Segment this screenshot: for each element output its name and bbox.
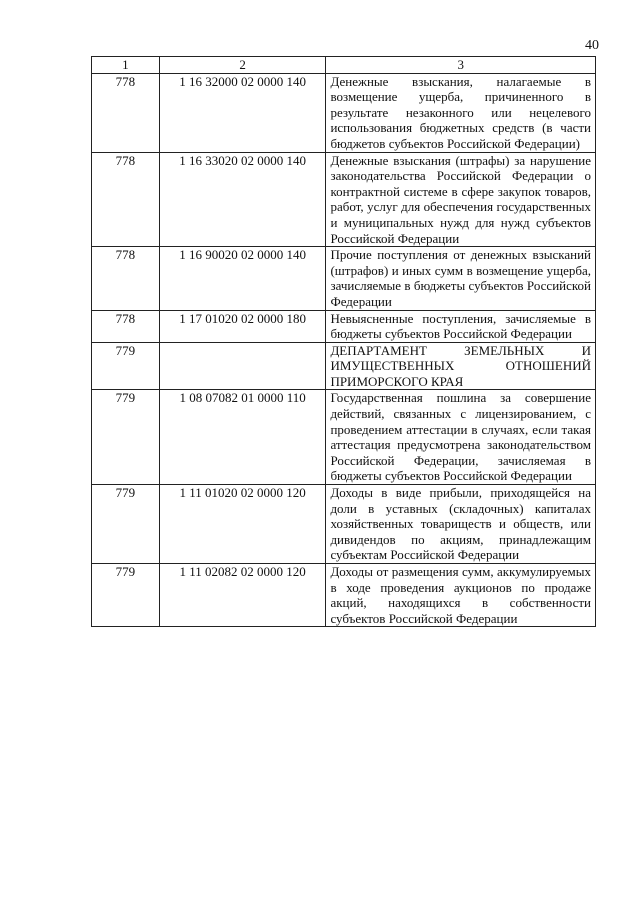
admin-code-cell: 779 — [92, 564, 160, 627]
revenue-codes-table — [91, 56, 596, 627]
revenue-code-cell: 1 16 33020 02 0000 140 — [159, 152, 326, 247]
table-row — [92, 564, 596, 627]
revenue-name-cell: Прочие поступления от денежных взысканий (штрафов) и иных сумм в возмещение ущерба, зачисляемые в бюджеты субъектов Российской Федерации — [326, 247, 596, 310]
revenue-code-cell: 1 16 32000 02 0000 140 — [159, 73, 326, 152]
table-row — [92, 342, 596, 390]
revenue-code-cell: 1 17 01020 02 0000 180 — [159, 310, 326, 342]
revenue-code-cell: 1 16 90020 02 0000 140 — [159, 247, 326, 310]
header-cell-col3: 3 — [326, 57, 596, 74]
revenue-name-cell: Доходы от размещения сумм, аккумулируемых в ходе проведения аукционов по продаже акций, находящихся в собственности субъектов Российской Федерации — [326, 564, 596, 627]
revenue-name-cell: Денежные взыскания (штрафы) за нарушение законодательства Российской Федерации о контрактной системе в сфере закупок товаров, работ, услуг для обеспечения государственных и муниципальных нужд для нужд субъектов Российской Федерации — [326, 152, 596, 247]
revenue-code-cell — [159, 342, 326, 390]
table-row — [92, 390, 596, 485]
admin-code-cell: 778 — [92, 152, 160, 247]
header-cell-col2: 2 — [159, 57, 326, 74]
revenue-name-cell: Денежные взыскания, налагаемые в возмещение ущерба, причиненного в результате незаконного или нецелевого использования бюджетных средств (в части бюджетов субъектов Российской Федерации) — [326, 73, 596, 152]
admin-code-cell: 779 — [92, 342, 160, 390]
revenue-code-cell: 1 11 02082 02 0000 120 — [159, 564, 326, 627]
table-row — [92, 152, 596, 247]
table-row — [92, 247, 596, 310]
page-number: 40 — [585, 38, 599, 53]
admin-code-cell: 778 — [92, 247, 160, 310]
revenue-name-cell: Государственная пошлина за совершение действий, связанных с лицензированием, с проведением аттестации в случаях, если такая аттестация предусмотрена законодательством Российской Федерации, зачисляемая в бюджеты субъектов Российской Федерации — [326, 390, 596, 485]
table-row — [92, 310, 596, 342]
table-header-row — [92, 57, 596, 74]
table-row — [92, 73, 596, 152]
admin-code-cell: 778 — [92, 310, 160, 342]
revenue-name-cell: Доходы в виде прибыли, приходящейся на доли в уставных (складочных) капиталах хозяйственных товариществ и обществ, или дивидендов по акциям, принадлежащим субъектам Российской Федерации — [326, 485, 596, 564]
admin-code-cell: 779 — [92, 390, 160, 485]
table-row — [92, 485, 596, 564]
admin-code-cell: 779 — [92, 485, 160, 564]
admin-code-cell: 778 — [92, 73, 160, 152]
revenue-name-cell: Невыясненные поступления, зачисляемые в бюджеты субъектов Российской Федерации — [326, 310, 596, 342]
department-name-cell: ДЕПАРТАМЕНТ ЗЕМЕЛЬНЫХ И ИМУЩЕСТВЕННЫХ ОТНОШЕНИЙ ПРИМОРСКОГО КРАЯ — [326, 342, 596, 390]
revenue-code-cell: 1 11 01020 02 0000 120 — [159, 485, 326, 564]
revenue-code-cell: 1 08 07082 01 0000 110 — [159, 390, 326, 485]
header-cell-col1: 1 — [92, 57, 160, 74]
